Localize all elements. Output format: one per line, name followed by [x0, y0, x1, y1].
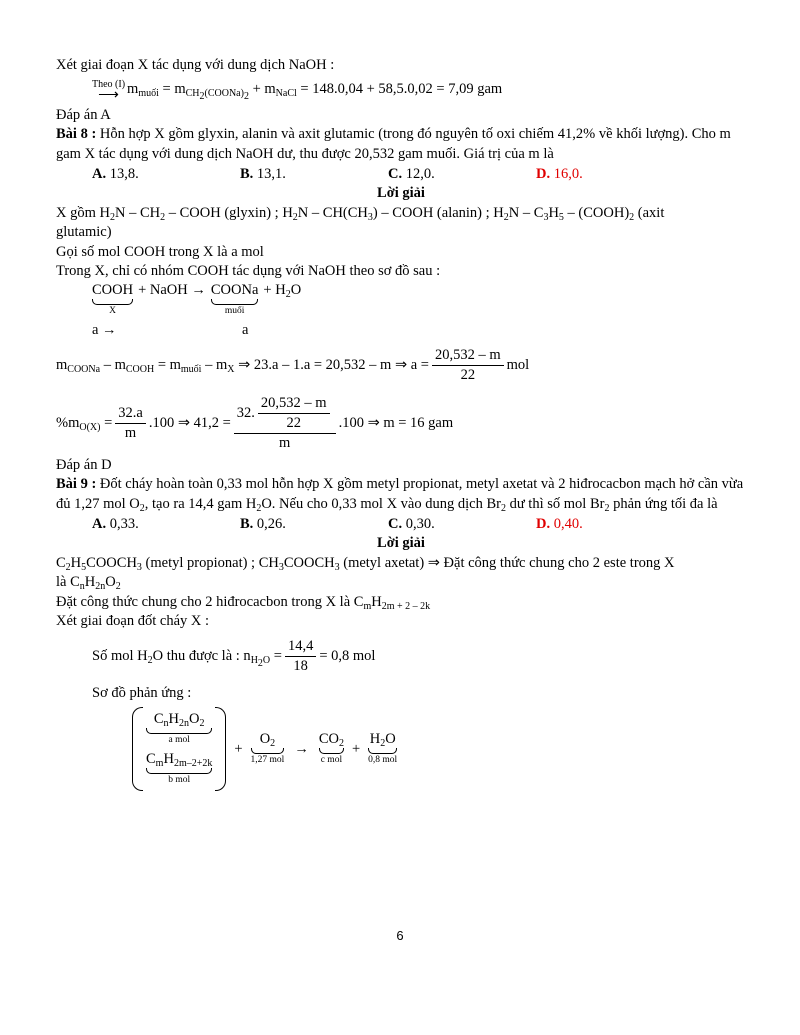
answer-d: Đáp án D [56, 456, 112, 473]
bai9-mol-h2o: Số mol $H_2O$ thu được là : $n_{H_2O}$ = $\frac{14,4}{18}$ = 0,8 mol [92, 638, 376, 674]
bai9-reaction-scheme: $C_nH_{2n}O_2$ a mol $C_mH_{2m-2+2k}$ b mol + $O_2$ 1,27 mol → $CO_2$ c mol + $H_2O$ 0,8 mol [132, 707, 746, 791]
answer-a: Đáp án A [56, 106, 111, 123]
bai8-scheme-mol: a → a [92, 322, 249, 338]
bai9-options [56, 514, 746, 534]
option-b: B. 0,26. [240, 515, 286, 532]
bai9-loigiai-heading: Lời giải [377, 535, 425, 551]
bai9-hydrocarbon: Đặt công thức chung cho 2 hiđrocacbon trong X là $C_mH_{2m + 2 - 2k}$ [56, 593, 431, 612]
fraction: $\frac{14,4}{18}$ [285, 638, 316, 675]
bai9-esters: $C_2H_5COOCH_3$ (metyl propionat) ; $CH_3COOCH_3$ (metyl axetat) ⇒ Đặt công thức chung cho 2 este trong X [56, 554, 675, 573]
document-page [56, 56, 746, 791]
option-a: A. 0,33. [92, 515, 139, 532]
bai8-equation-2: $m_{COONa} - m_{COOH} = m_{muối} - m_X$ ⇒ 23.a – 1.a = 20,532 – m ⇒ a = $\frac{20,532 - m}{22}$ mol [56, 347, 530, 383]
fraction-nested: 32. $\frac{20,532 - m}{22}$ m [234, 395, 336, 452]
bai8-equation-3: $\%m_{O(X)}$ = $\frac{32.a}{m}$ .100 ⇒ 41,2 = 32. $\frac{20,532 - m}{22}$ m .100 ⇒ m = 16 gam [56, 395, 454, 451]
fraction: $\frac{20,532 - m}{22}$ [432, 347, 504, 384]
bai9-esters-cont: là $C_nH_{2n}O_2$ [56, 574, 121, 592]
bai9-so-do: Sơ đồ phản ứng : [92, 684, 192, 701]
reactant-system: $C_nH_{2n}O_2$ a mol $C_mH_{2m-2+2k}$ b mol [132, 707, 226, 791]
option-d-correct: D. 0,40. [536, 515, 583, 532]
bai8-goi: Gọi số mol COOH trong X là a mol [56, 243, 264, 260]
option-b: B. 13,1. [240, 165, 286, 182]
bai9-question: Bài 9 : Đốt cháy hoàn toàn 0,33 mol hỗn hợp X gồm metyl propionat, metyl axetat và 2 hiđrocacbon mạch hở cần vừa đủ 1,27 mol $O_2$, tạo ra 14,4 gam $H_2O$. Nếu cho 0,33 mol X vào dung dịch $Br_2$ dư thì số mol $Br_2$ phản ứng tối đa là [56, 476, 744, 514]
arrow-theo: Theo (I) ⟶ [92, 79, 126, 103]
bai8-trong: Trong X, chỉ có nhóm COOH tác dụng với NaOH theo sơ đồ sau : [56, 263, 441, 279]
option-c: C. 0,30. [388, 515, 435, 532]
option-d-correct: D. 16,0. [536, 165, 583, 182]
right-arrow-icon: ⟶ [98, 87, 119, 103]
bai8-composition-cont: glutamic) [56, 224, 112, 240]
fraction: $\frac{32.a}{m}$ [115, 405, 146, 442]
page-number: 6 [396, 928, 404, 943]
bai9-xet: Xét giai đoạn đốt cháy X : [56, 613, 210, 629]
right-arrow-icon: → [294, 740, 309, 757]
intro-line: Xét giai đoạn X tác dụng với dung dịch NaOH : [56, 57, 335, 73]
bai8-loigiai-heading: Lời giải [377, 185, 425, 201]
bai8-options [56, 164, 746, 184]
option-c: C. 12,0. [388, 165, 435, 182]
bai8-question: Bài 8 : Hỗn hợp X gồm glyxin, alanin và axit glutamic (trong đó nguyên tố oxi chiếm 41,2% về khối lượng). Cho m gam X tác dụng với dung dịch NaOH dư, thu được 20,532 gam muối. Giá trị của m là [56, 126, 731, 162]
bai8-composition: X gồm $H_2N - CH_2$ – COOH (glyxin) ; $H_2N - CH(CH_3)$ – COOH (alanin) ; $H_2N - C_3H_5$ – $(COOH)_2$ (axit [56, 204, 665, 223]
equation-1: Theo (I) ⟶ $m_{muối} = m_{CH_2(COONa)_2} + m_{NaCl} = 148.0,04 + 58,5.0,02 = 7,09$ gam [92, 79, 503, 103]
option-a: A. 13,8. [92, 165, 139, 182]
bai8-scheme: COOH X + NaOH → COONa muối + $H_2O$ [92, 281, 302, 316]
